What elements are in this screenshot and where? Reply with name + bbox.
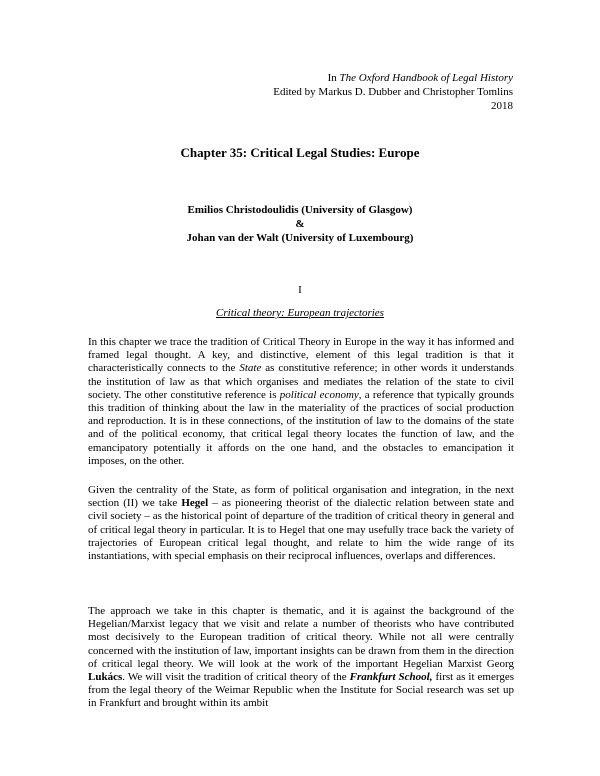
p3-text-3: first as it emerges from the legal theory of the Weimar Republic when the Institute for Social research was set up in Frankfurt and brought within its ambit (88, 671, 514, 710)
p2-text-2: – as pioneering theorist of the dialectic relation between state and civil society – as the historical point of departure of the tradition of critical theory in general and of critical legal theory in particular. It is to Hegel that one may usefully trace back the variety of trajectories of European critical legal thought, and relate to him the wide range of its instantiations, with special emphasis on their reciprocal influences, overlaps and differences. (88, 497, 514, 563)
p1-state-emphasis: State (239, 362, 262, 375)
paragraph-2 (88, 484, 514, 563)
editors-line: Edited by Markus D. Dubber and Christopher Tomlins (273, 86, 513, 98)
book-reference (273, 71, 513, 85)
author-2: Johan van der Walt (University of Luxembourg) (186, 232, 414, 244)
publication-year: 2018 (491, 100, 513, 112)
p1-text-2: as constitutive reference; in other words it understands the institution of law as that which organises and mediates the relation of the state to civil society. The other constitutive reference is (88, 362, 514, 401)
in-prefix: In (327, 72, 340, 84)
authors-block (0, 203, 600, 245)
paragraph-1 (88, 336, 514, 468)
section-title: Critical theory: European trajectories (216, 307, 384, 319)
p3-frankfurt-emphasis: Frankfurt School, (349, 671, 433, 684)
p2-hegel-bold: Hegel (181, 497, 209, 510)
paragraph-3 (88, 605, 514, 711)
p1-text-1: In this chapter we trace the tradition of Critical Theory in Europe in the way it has informed and framed legal thought. A key, and distinctive, element of this legal tradition is that it characteristically connects to the (88, 336, 514, 375)
p3-text-1: The approach we take in this chapter is thematic, and it is against the background of the Hegelian/Marxist legacy that we visit and relate a number of theorists who have contributed most decisively to the European tradition of critical theory. While not all were centrally concerned with the institution of law, important insights can be drawn from them in the direction of critical legal theory. We will look at the work of the important Hegelian Marxist Georg (88, 605, 514, 670)
book-title: The Oxford Handbook of Legal History (339, 72, 513, 84)
p3-lukacs-bold: Lukács (88, 671, 123, 684)
author-1: Emilios Christodoulidis (University of Glasgow) (187, 204, 413, 216)
section-number: I (298, 284, 302, 296)
citation-header (273, 71, 513, 113)
p1-political-economy-emphasis: political economy (279, 388, 359, 401)
p1-text-3: , a reference that typically grounds this tradition of thinking about the law in the materiality of the practices of social production and reproduction. It is in these connections, of the institution of law to the domains of the state and of the political economy, that critical legal theory locates the function of law, and the emancipatory potentially it affords on the one hand, and the obstacles to emancipation it imposes, on the other. (88, 388, 514, 467)
chapter-title: Chapter 35: Critical Legal Studies: Europe (180, 145, 420, 160)
p3-text-2: . We will visit the tradition of critical theory of the (122, 671, 350, 684)
p2-text-1: Given the centrality of the State, as form of political organisation and integration, in the next section (II) we take (88, 484, 514, 510)
author-ampersand: & (295, 218, 305, 230)
